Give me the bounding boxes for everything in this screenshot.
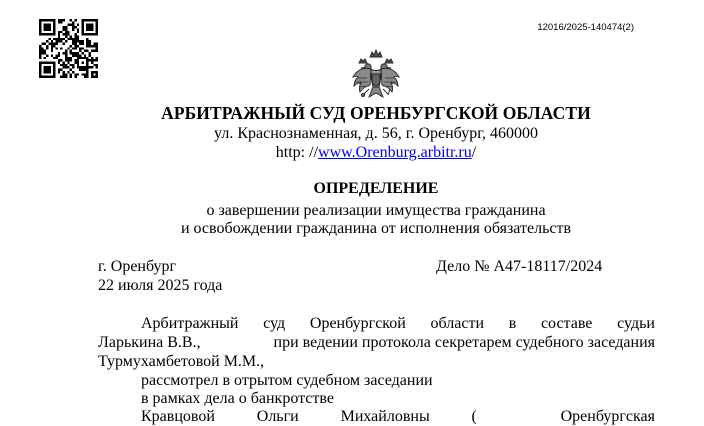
body-line-5: в рамках дела о банкротстве [141,390,334,407]
coat-of-arms-emblem [349,47,403,105]
website-suffix: / [471,144,477,161]
body-word: Кравцовой [141,408,215,425]
body-line-1 [141,315,655,333]
body-word: Арбитражный [141,315,239,332]
case-number: Дело № А47-18117/2024 [436,258,603,275]
decision-date: 22 июля 2025 года [98,277,223,294]
body-word: в [508,315,517,332]
document-title: ОПРЕДЕЛЕНИЕ [313,180,439,197]
body-line-6 [141,408,655,426]
body-word: ( [471,408,477,425]
body-line-4: рассмотрел в отрытом судебном заседании [141,372,433,389]
website-prefix: http: // [275,144,319,161]
court-name: АРБИТРАЖНЫЙ СУД ОРЕНБУРГСКОЙ ОБЛАСТИ [161,103,591,123]
body-text: при ведении протокола секретарем судебного заседания [273,334,655,351]
document-id: 12016/2025-140474(2) [537,22,634,33]
judge-name: Ларькина В.В., [98,334,201,351]
body-word: судьи [617,315,655,332]
court-address: ул. Краснознаменная, д. 56, г. Оренбург, 460000 [214,125,538,142]
body-word: Михайловны [340,408,430,425]
body-word: Оренбургская [560,408,655,425]
secretary-name: Турмухамбетовой М.М., [98,353,265,370]
body-word: суд [263,315,286,332]
body-line-2 [98,334,655,352]
body-word: Оренбургской [309,315,406,332]
document-subtitle-line-2: и освобождении гражданина от исполнения обязательств [180,220,572,237]
court-website [0,144,704,162]
body-word: составе [540,315,593,332]
document-subtitle-line-1: о завершении реализации имущества гражданина [206,202,546,219]
body-word: Ольги [256,408,299,425]
city: г. Оренбург [98,258,177,275]
body-word: области [430,315,484,332]
website-link[interactable]: www.Orenburg.arbitr.ru [318,144,472,161]
